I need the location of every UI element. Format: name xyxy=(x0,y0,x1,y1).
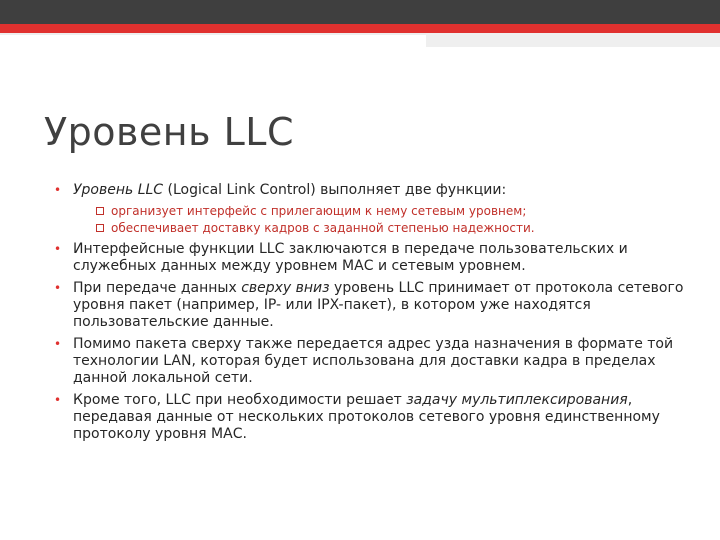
square-bullet-icon xyxy=(96,224,104,232)
bullet-item-text: (Logical Link Control) выполняет две функции: xyxy=(163,182,507,198)
bullet-list xyxy=(54,182,684,448)
bullet-item xyxy=(54,182,684,236)
bullet-icon: • xyxy=(54,281,62,295)
bullet-item xyxy=(54,392,684,443)
bullet-item-text: уровень LLC принимает от протокола сетевого уровня пакет (например, IP- или IPX-пакет), в котором уже находятся пользовательские данные. xyxy=(73,280,684,330)
bullet-icon: • xyxy=(54,337,62,351)
sub-list-item xyxy=(73,220,684,236)
bullet-item-text: Кроме того, LLC при необходимости решает xyxy=(73,392,407,408)
header-gray-line xyxy=(0,33,426,35)
bullet-item-text: Интерфейсные функции LLC заключаются в передаче пользовательских и служебных данных между уровнем МАС и сетевым уровнем. xyxy=(73,241,628,274)
bullet-icon: • xyxy=(54,183,62,197)
bullet-item xyxy=(54,336,684,387)
slide-title: Уровень LLC xyxy=(44,110,294,154)
sub-list-item xyxy=(73,203,684,219)
bullet-item-italic-term: задачу мультиплексирования xyxy=(406,392,628,408)
sub-list-item-text: организует интерфейс с прилегающим к нему сетевым уровнем; xyxy=(111,204,527,218)
bullet-item-text: , передавая данные от нескольких протоколов сетевого уровня единственному протоколу уровня МАС. xyxy=(73,392,660,442)
header-red-band xyxy=(0,24,720,33)
sub-list-item-text: обеспечивает доставку кадров с заданной степенью надежности. xyxy=(111,221,535,235)
square-bullet-icon xyxy=(96,207,104,215)
bullet-item-text: Помимо пакета сверху также передается адрес узда назначения в формате той технологии LAN, которая будет использована для доставки кадра в пределах данной локальной сети. xyxy=(73,336,674,386)
bullet-icon: • xyxy=(54,393,62,407)
bullet-item-italic-term: Уровень LLC xyxy=(73,182,164,198)
bullet-item xyxy=(54,280,684,331)
header-gray-block xyxy=(426,33,720,47)
header-dark-band xyxy=(0,0,720,24)
bullet-item xyxy=(54,241,684,275)
bullet-icon: • xyxy=(54,242,62,256)
bullet-item-italic-term: сверху вниз xyxy=(241,280,330,296)
bullet-item-text: При передаче данных xyxy=(73,280,242,296)
sub-list xyxy=(73,203,684,236)
